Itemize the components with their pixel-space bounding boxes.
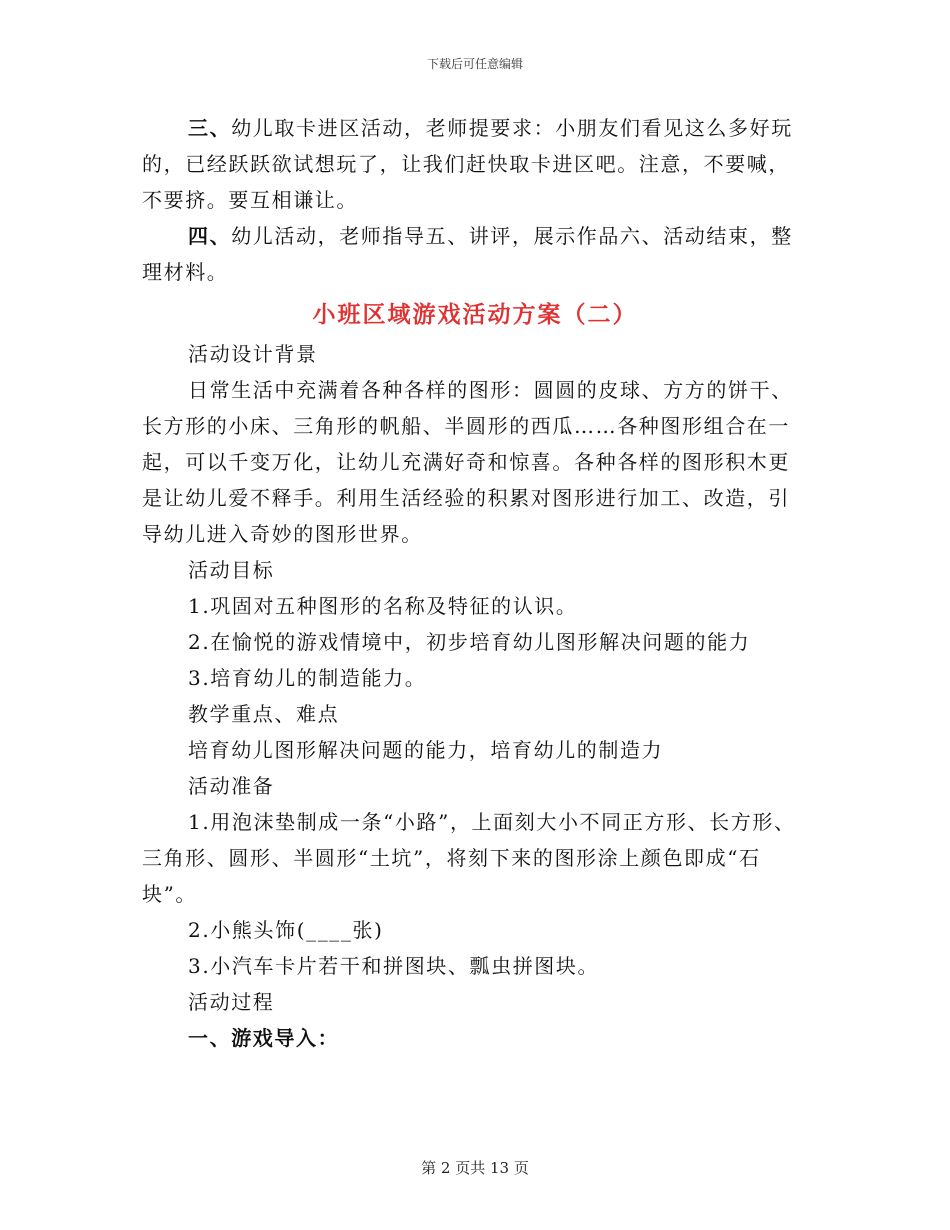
- document-body: [142, 110, 802, 290]
- section-4-lead: 四、: [188, 224, 232, 248]
- document-body-2: [142, 336, 802, 1056]
- goal-heading: 活动目标: [188, 558, 275, 582]
- step-1-heading: 一、游戏导入：: [188, 1026, 340, 1050]
- goal-item-2: [142, 624, 802, 660]
- process-heading: 活动过程: [188, 990, 275, 1014]
- document-title: 小班区域游戏活动方案（二）: [312, 301, 638, 328]
- section-4-paragraph: [142, 218, 802, 290]
- section-4-text: 幼儿活动，老师指导五、讲评，展示作品六、活动结束，整理材料。: [142, 224, 793, 284]
- preparation-heading: 活动准备: [188, 774, 275, 798]
- prep-number: 1.: [188, 810, 211, 834]
- background-paragraph: 日常生活中充满着各种各样的图形：圆圆的皮球、方方的饼干、长方形的小床、三角形的帆船、半圆形的西瓜……各种图形组合在一起，可以千变万化，让幼儿充满好奇和惊喜。各种各样的图形积木更是让幼儿爱不释手。利用生活经验的积累对图形进行加工、改造，引导幼儿进入奇妙的图形世界。: [142, 378, 793, 546]
- goal-number: 1.: [188, 594, 211, 618]
- goal-number: 3.: [188, 666, 211, 690]
- key-points-heading: 教学重点、难点: [188, 702, 340, 726]
- goal-item-1: [142, 588, 802, 624]
- section-3-lead: 三、: [188, 116, 232, 140]
- goal-number: 2.: [188, 630, 211, 654]
- goal-text: 培育幼儿的制造能力。: [210, 666, 427, 690]
- prep-item-3: [142, 948, 802, 984]
- prep-item-1: [142, 804, 802, 912]
- key-points-text: 培育幼儿图形解决问题的能力，培育幼儿的制造力: [188, 738, 664, 762]
- section-3-paragraph: [142, 110, 802, 218]
- prep-number: 2.: [188, 918, 211, 942]
- background-heading: 活动设计背景: [188, 342, 318, 366]
- prep-text: 小汽车卡片若干和拼图块、瓢虫拼图块。: [210, 954, 600, 978]
- prep-text: 用泡沫垫制成一条“小路”，上面刻大小不同正方形、长方形、三角形、圆形、半圆形“土坑”，将刻下来的图形涂上颜色即成“石块”。: [142, 810, 796, 906]
- section-3-text: 幼儿取卡进区活动，老师提要求：小朋友们看见这么多好玩的，已经跃跃欲试想玩了，让我们赶快取卡进区吧。注意，不要喊，不要挤。要互相谦让。: [142, 116, 793, 212]
- prep-text: 小熊头饰(____张): [210, 918, 384, 942]
- goal-text: 在愉悦的游戏情境中，初步培育幼儿图形解决问题的能力: [210, 630, 751, 654]
- goal-item-3: [142, 660, 802, 696]
- goal-text: 巩固对五种图形的名称及特征的认识。: [210, 594, 578, 618]
- prep-item-2: [142, 912, 802, 948]
- page-header-note: 下载后可任意编辑: [426, 57, 523, 71]
- page-footer: 第 2 页共 13 页: [421, 1159, 529, 1177]
- prep-number: 3.: [188, 954, 211, 978]
